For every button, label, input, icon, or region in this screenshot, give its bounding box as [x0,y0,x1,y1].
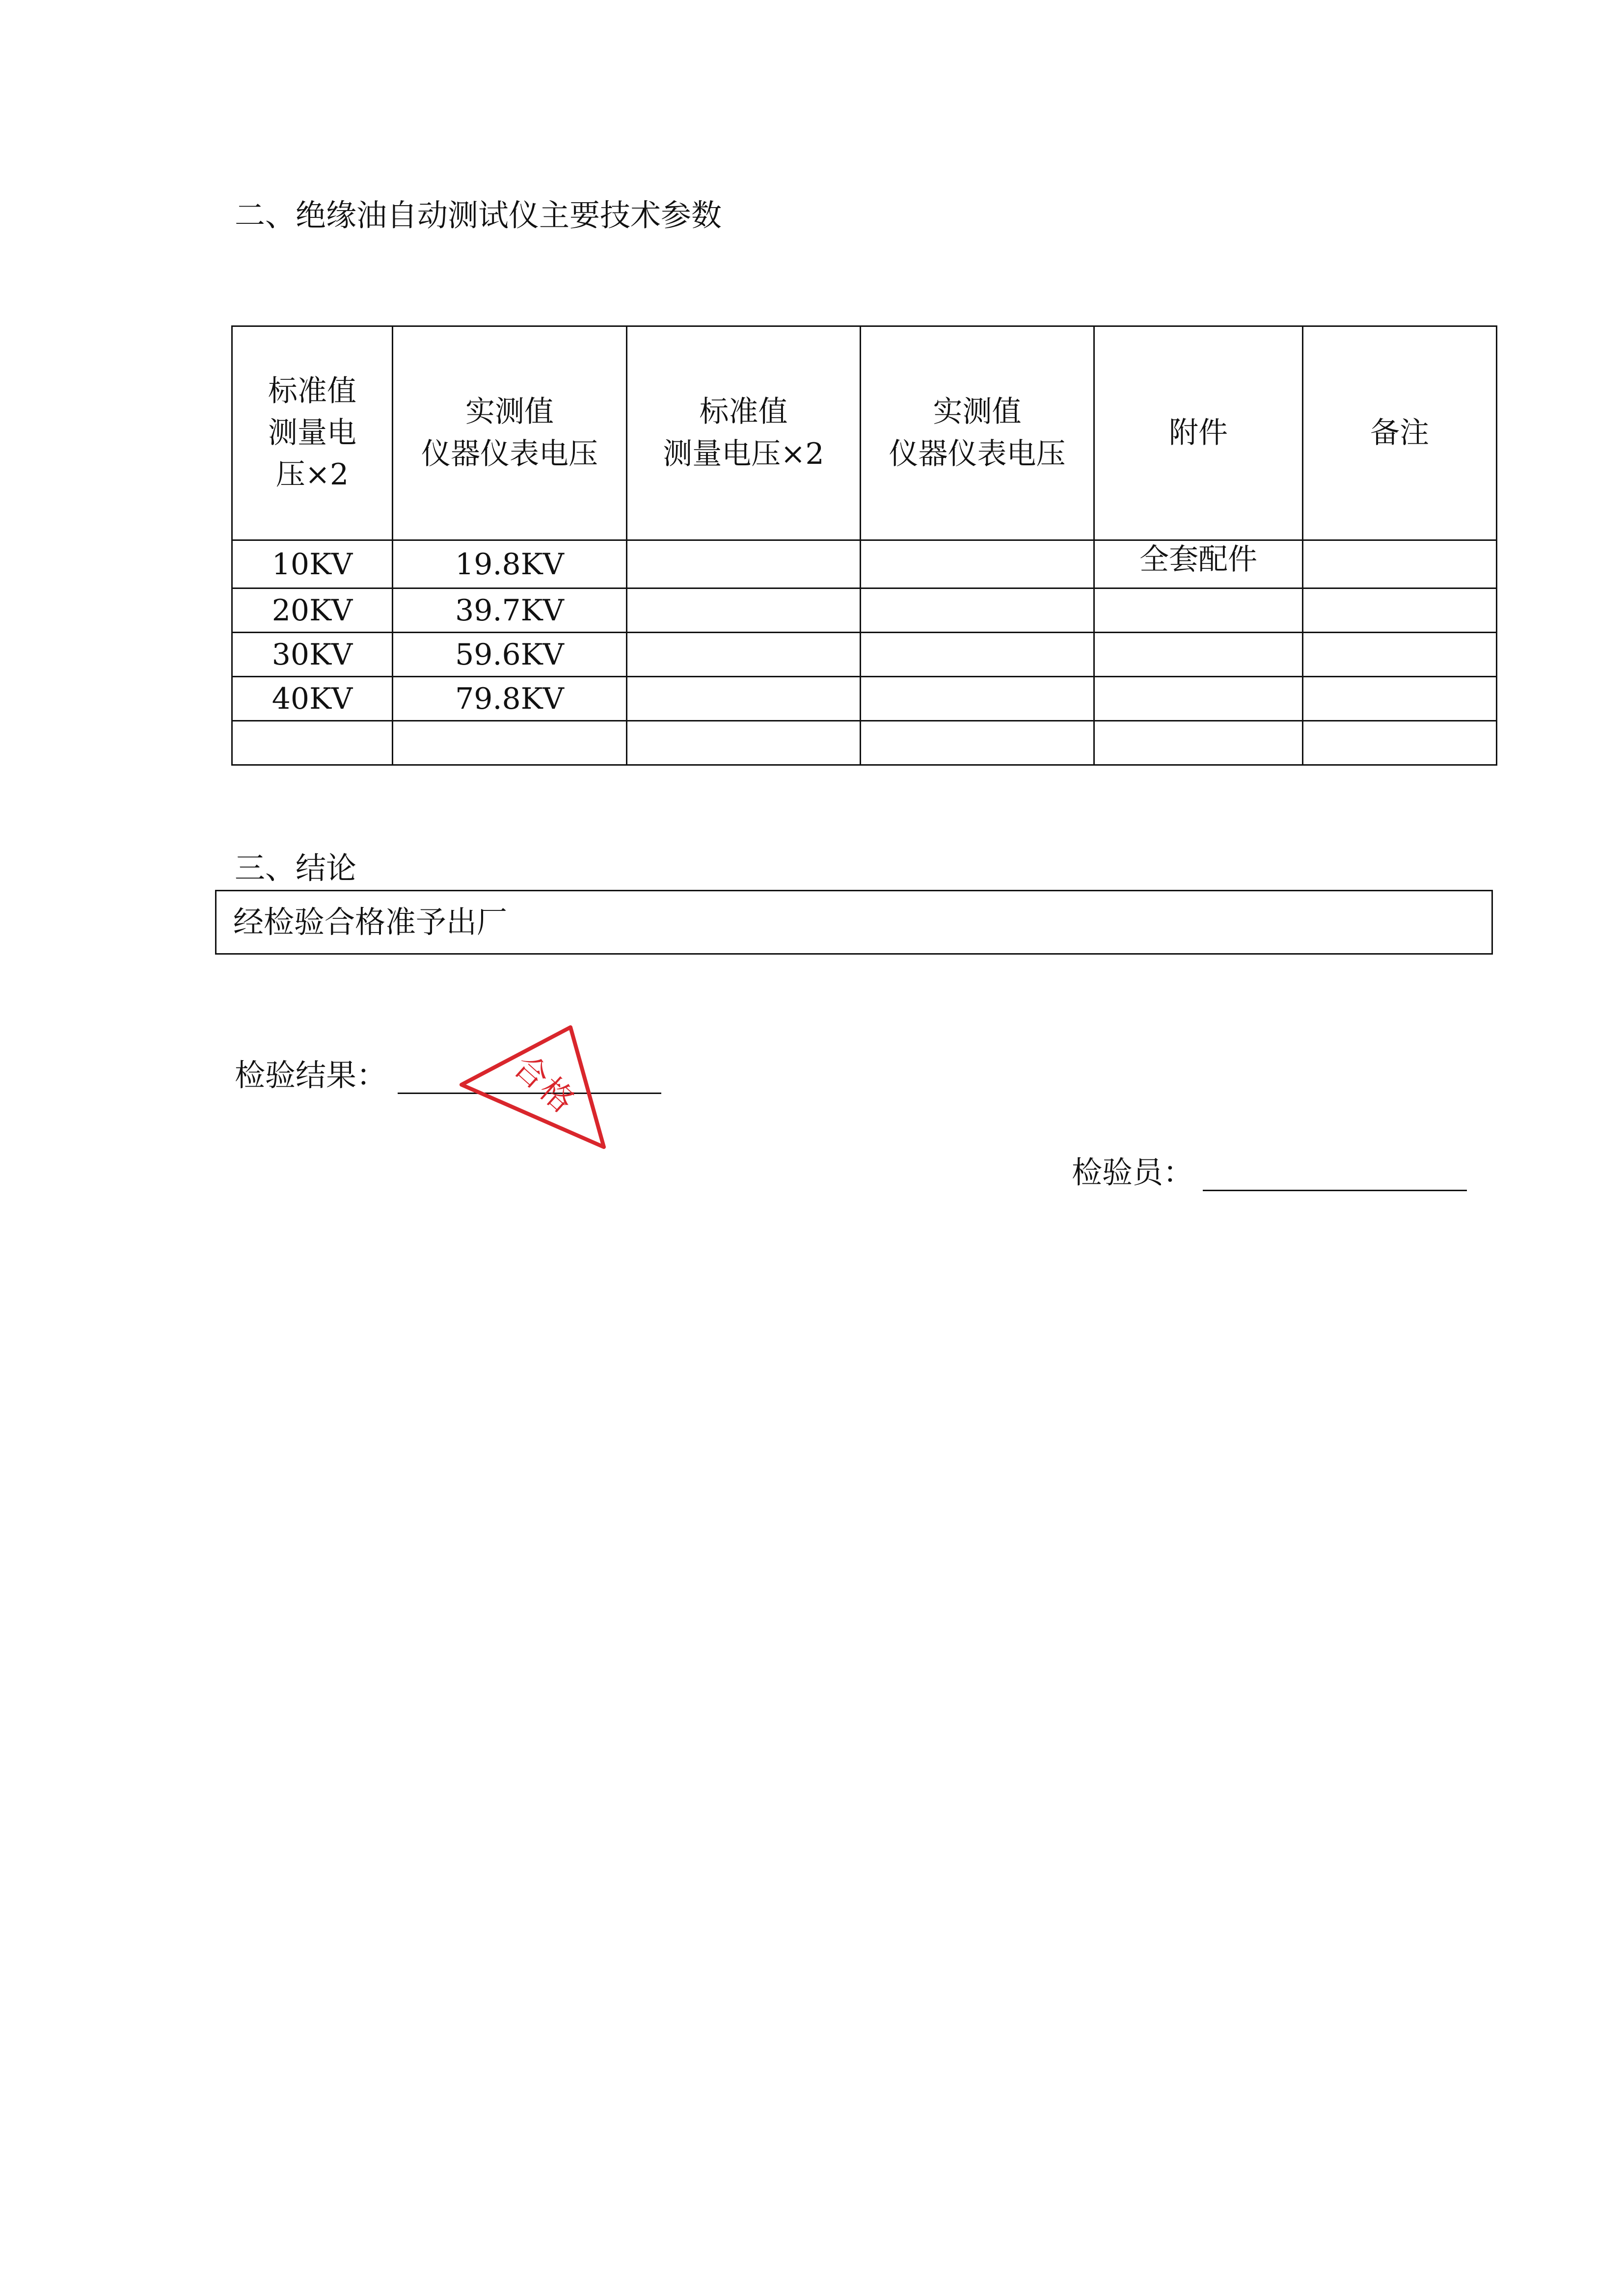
table-row [232,540,1497,588]
inspector-line [1203,1190,1467,1191]
table-cell [1094,633,1303,677]
table-row [232,588,1497,633]
table-cell: 59.6KV [393,633,627,677]
qualified-stamp [457,1018,614,1158]
table-cell: 19.8KV [393,540,627,588]
table-cell [1303,540,1497,588]
table-cell [1094,677,1303,721]
header-accessories: 附件 [1094,326,1303,540]
table-cell [1094,588,1303,633]
table-cell [627,633,861,677]
table-cell: 40KV [232,677,393,721]
header-measured-value-2: 实测值 仪器仪表电压 [861,326,1094,540]
table-row [232,677,1497,721]
table-cell [861,677,1094,721]
header-remarks: 备注 [1303,326,1497,540]
table-cell [861,721,1094,765]
table-cell [627,677,861,721]
table-row [232,721,1497,765]
table-cell: 79.8KV [393,677,627,721]
table-cell: 20KV [232,588,393,633]
header-standard-value-2: 标准值 测量电压×2 [627,326,861,540]
table-row [232,633,1497,677]
table-cell [232,721,393,765]
table-cell [861,540,1094,588]
table-cell [627,540,861,588]
table-cell [393,721,627,765]
table-cell [861,588,1094,633]
table-cell [1094,721,1303,765]
table-cell [1303,633,1497,677]
section-2-title: 二、绝缘油自动测试仪主要技术参数 [235,197,722,233]
table-cell: 10KV [232,540,393,588]
conclusion-box: 经检验合格准予出厂 [215,890,1493,955]
table-cell [1303,677,1497,721]
inspector-label: 检验员： [1072,1154,1194,1190]
header-measured-value: 实测值 仪器仪表电压 [393,326,627,540]
table-cell: 30KV [232,633,393,677]
table-cell [861,633,1094,677]
stamp-text: 合格 [506,1047,583,1121]
table-cell: 39.7KV [393,588,627,633]
section-3-title: 三、结论 [235,850,357,886]
table-cell [1303,588,1497,633]
table-cell [627,721,861,765]
technical-parameters-table [231,325,1497,766]
table-cell: 全套配件 [1094,540,1303,588]
inspection-result-label: 检验结果： [235,1057,387,1093]
header-standard-value: 标准值 测量电 压×2 [232,326,393,540]
table-cell [1303,721,1497,765]
table-header-row [232,326,1497,540]
table-cell [627,588,861,633]
